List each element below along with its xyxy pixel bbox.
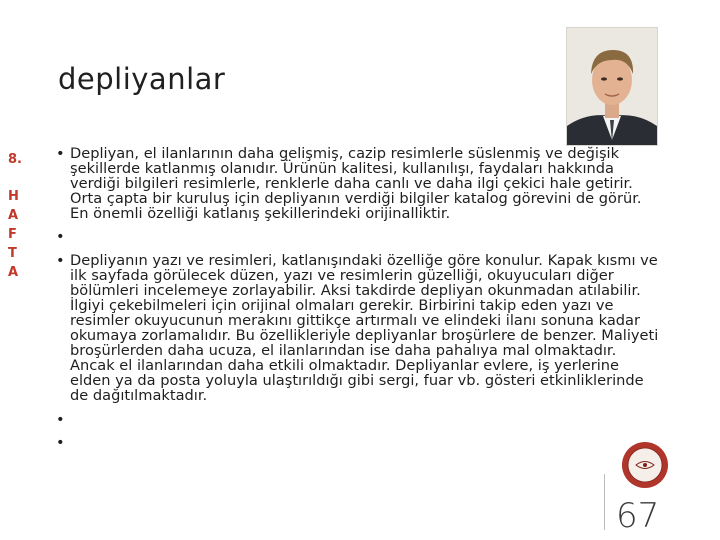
portrait-image — [567, 28, 657, 145]
week-letter: A — [8, 208, 19, 223]
week-label — [8, 150, 32, 282]
bullet-item-empty — [56, 412, 664, 427]
week-number: 8. — [8, 152, 22, 167]
slide-title: depliyanlar — [58, 62, 226, 96]
bullet-item: • Depliyanın yazı ve resimleri, katlanışındaki özelliğe göre konulur. Kapak kısmı ve ilk sayfada görülecek düzen, yazı ve resimlerin güzelliği, okuyucuları diğer bölümleri incelemeye zorlayabilir. Aksi takdirde depliyan okunmadan atılabilir. İlgiyi çekebilmeleri için orijinal olmaları gerekir. Birbirini takip eden yazı ve resimler okuyucunun merakını gittikçe artırmalı ve elindeki ilanı sonuna kadar okumaya zorlamalıdır. Bu özellikleriyle depliyanlar broşürlere de benzer. Maliyeti broşürlerden daha ucuza, el ilanlarından ise daha pahalıya mal olmaktadır. Ancak el ilanlarından daha etkili olmaktadır. Depliyanlar evlere, iş yerlerine elden ya da posta yoluyla ulaştırıldığı gibi sergi, fuar vb. gösteri etkinliklerinde de dağıtılmaktadır. — [56, 253, 664, 404]
week-letter: T — [8, 246, 17, 261]
bullet-item-empty — [56, 229, 664, 244]
week-letter: H — [8, 189, 19, 204]
presenter-photo — [566, 27, 658, 146]
bullet-list — [56, 146, 664, 450]
page-number: 67 — [616, 496, 660, 536]
week-letter: F — [8, 227, 17, 242]
university-seal-icon — [620, 440, 670, 490]
bullet-item: • Depliyan, el ilanlarının daha gelişmiş, cazip resimlerle süslenmiş ve değişik şekillerde katlanmış olanıdır. Ürünün kalitesi, kullanılışı, faydaları hakkında verdiği bilgileri resimlerle, renklerle daha canlı ve daha ilgi çekici hale getirir. Orta çapta bir kuruluş için depliyanın verdiği bilgiler katalog görevini de görür. En önemli özelliği katlanış şekillerindeki orijinalliktir. — [56, 146, 664, 221]
bullet-item-empty — [56, 435, 664, 450]
week-letter: A — [8, 265, 19, 280]
divider — [604, 474, 605, 530]
